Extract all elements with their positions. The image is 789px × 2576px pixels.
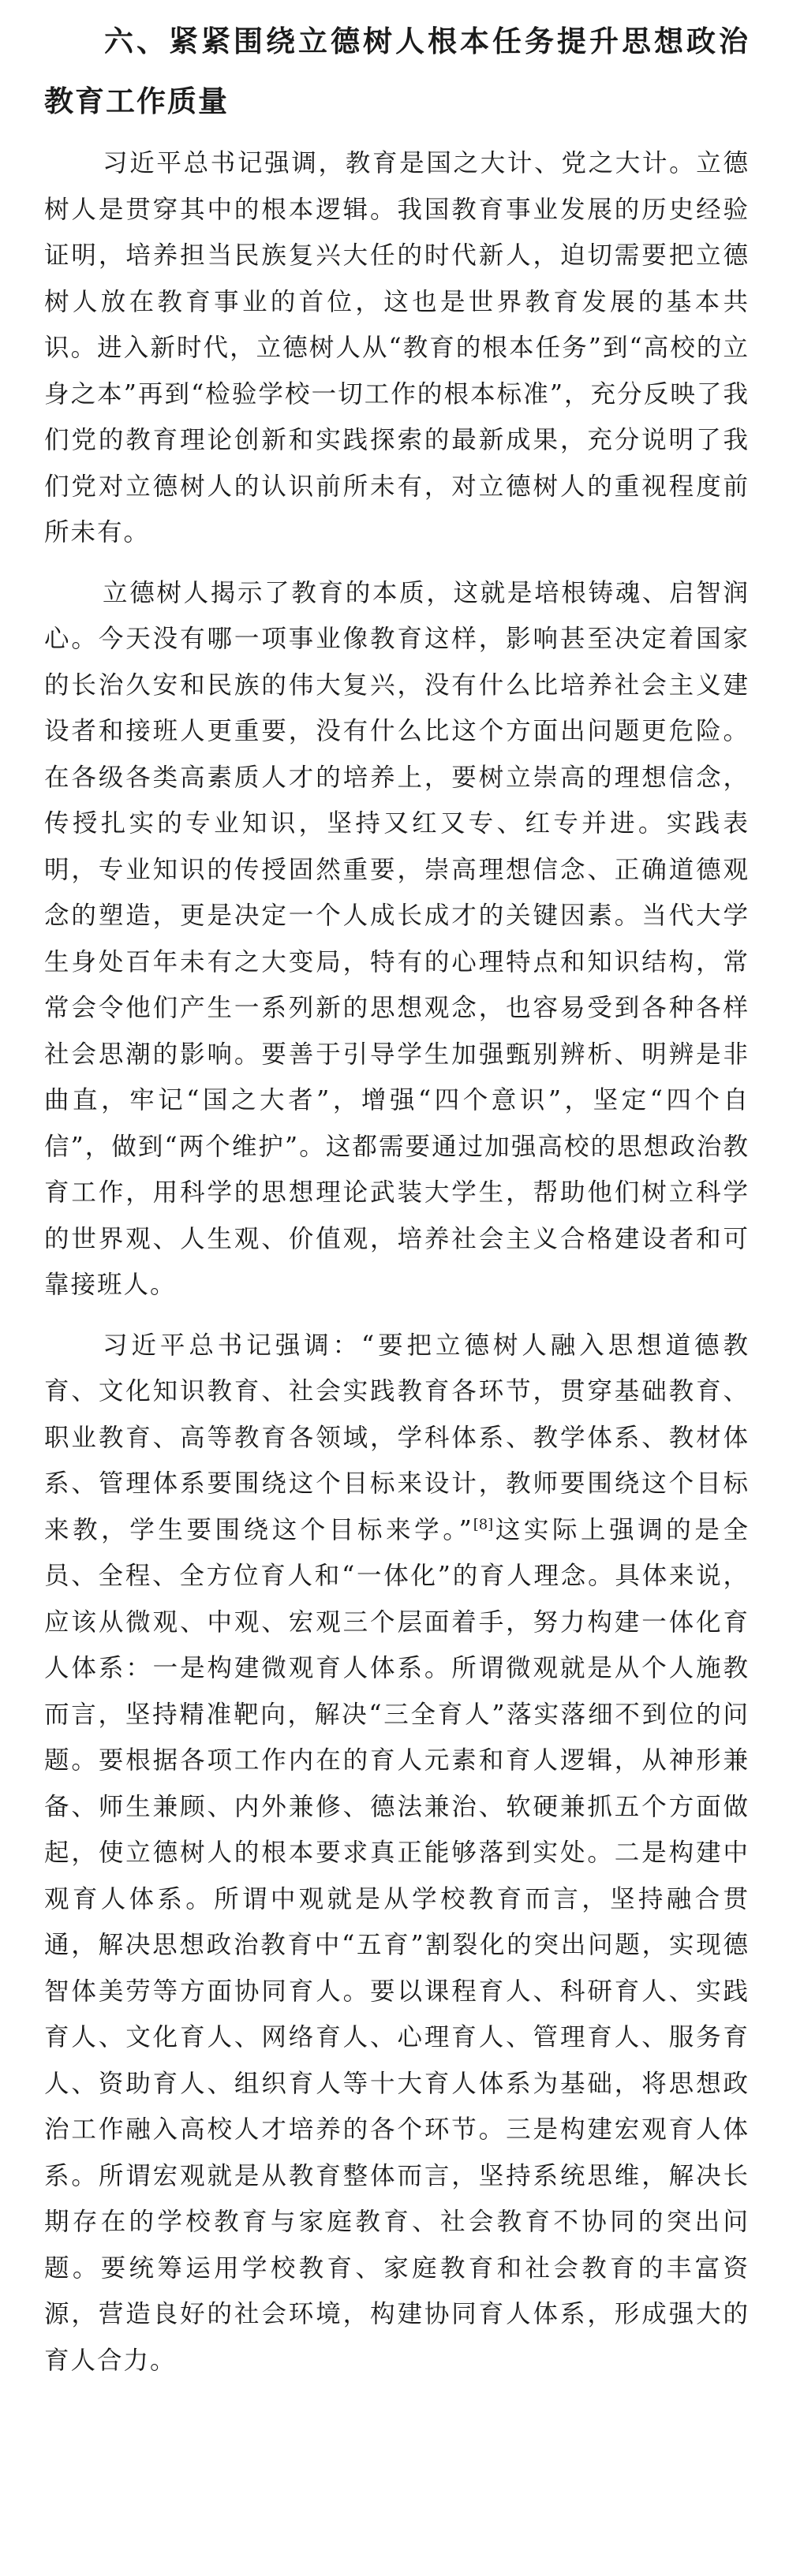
paragraph-3-body: 这实际上强调的是全员、全程、全方位育人和“一体化”的育人理念。具体来说，应该从微观、中观、宏观三个层面着手，努力构建一体化育人体系：一是构建微观育人体系。所谓微观就是从个人施教而言，坚持精准靶向，解决“三全育人”落实落细不到位的问题。要根据各项工作内在的育人元素和育人逻辑，从神形兼备、师生兼顾、内外兼修、德法兼治、软硬兼抓五个方面做起，使立德树人的根本要求真正能够落到实处。二是构建中观育人体系。所谓中观就是从学校教育而言，坚持融合贯通，解决思想政治教育中“五育”割裂化的突出问题，实现德智体美劳等方面协同育人。要以课程育人、科研育人、实践育人、文化育人、网络育人、心理育人、管理育人、服务育人、资助育人、组织育人等十大育人体系为基础，将思想政治工作融入高校人才培养的各个环节。三是构建宏观育人体系。所谓宏观就是从教育整体而言，坚持系统思维，解决长期存在的学校教育与家庭教育、社会教育不协同的突出问题。要统筹运用学校教育、家庭教育和社会教育的丰富资源，营造良好的社会环境，构建协同育人体系，形成强大的育人合力。: [44, 1515, 750, 2375]
section-heading: 六、紧紧围绕立德树人根本任务提升思想政治教育工作质量: [44, 24, 750, 118]
paragraph-3-quote: 习近平总书记强调：“要把立德树人融入思想道德教育、文化知识教育、社会实践教育各环节，贯穿基础教育、职业教育、高等教育各领域，学科体系、教学体系、教材体系、管理体系要围绕这个目标来设计，教师要围绕这个目标来教，学生要围绕这个目标来学。”: [44, 1331, 750, 1544]
paragraph-3: [44, 1323, 750, 2384]
reference-marker: [8]: [473, 1516, 494, 1533]
paragraph-1: 习近平总书记强调，教育是国之大计、党之大计。立德树人是贯穿其中的根本逻辑。我国教育事业发展的历史经验证明，培养担当民族复兴大任的时代新人，迫切需要把立德树人放在教育事业的首位，这也是世界教育发展的基本共识。进入新时代，立德树人从“教育的根本任务”到“高校的立身之本”再到“检验学校一切工作的根本标准”，充分反映了我们党的教育理论创新和实践探索的最新成果，充分说明了我们党对立德树人的认识前所未有，对立德树人的重视程度前所未有。: [44, 149, 750, 547]
paragraph-2: 立德树人揭示了教育的本质，这就是培根铸魂、启智润心。今天没有哪一项事业像教育这样，影响甚至决定着国家的长治久安和民族的伟大复兴，没有什么比培养社会主义建设者和接班人更重要，没有什么比这个方面出问题更危险。在各级各类高素质人才的培养上，要树立崇高的理想信念，传授扎实的专业知识，坚持又红又专、红专并进。实践表明，专业知识的传授固然重要，崇高理想信念、正确道德观念的塑造，更是决定一个人成长成才的关键因素。当代大学生身处百年未有之大变局，特有的心理特点和知识结构，常常会令他们产生一系列新的思想观念，也容易受到各种各样社会思潮的影响。要善于引导学生加强甄别辨析、明辨是非曲直，牢记“国之大者”，增强“四个意识”，坚定“四个自信”，做到“两个维护”。这都需要通过加强高校的思想政治教育工作，用科学的思想理论武装大学生，帮助他们树立科学的世界观、人生观、价值观，培养社会主义合格建设者和可靠接班人。: [44, 578, 750, 1299]
